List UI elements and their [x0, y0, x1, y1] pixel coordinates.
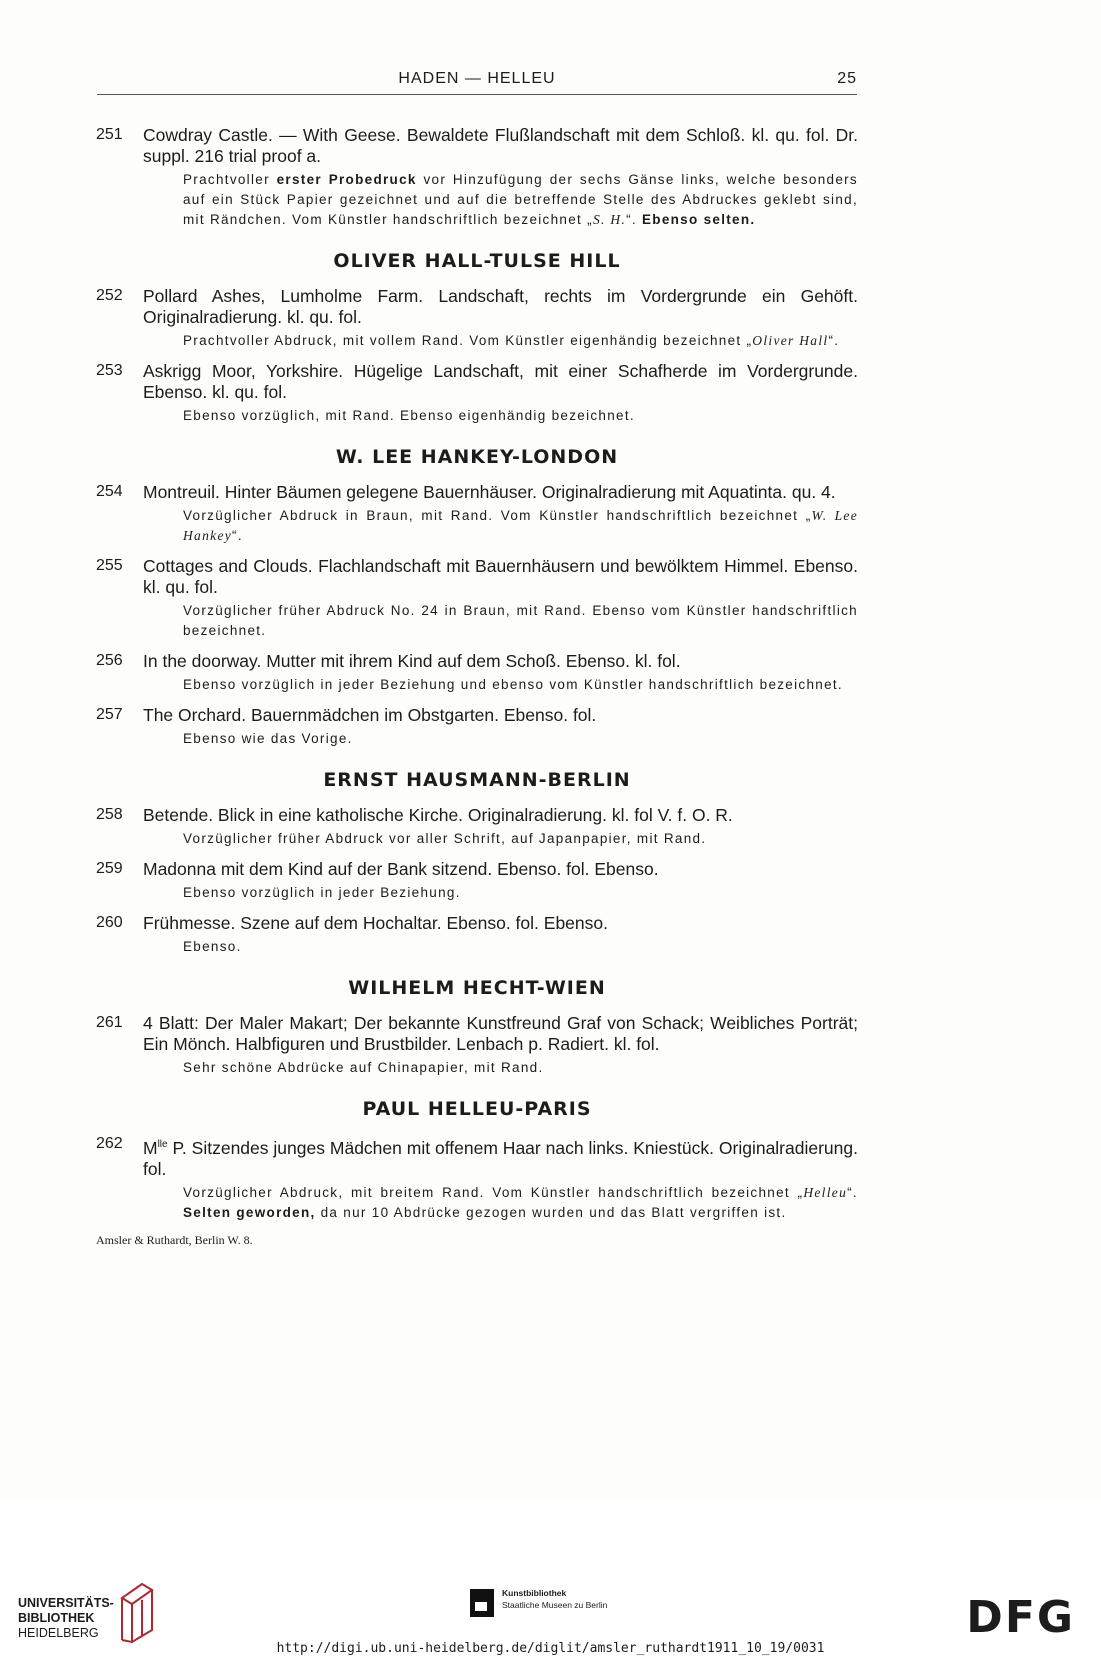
entry-number: 254	[96, 483, 123, 500]
entry-number: 256	[96, 652, 123, 669]
entry-260	[96, 913, 858, 957]
section-heading: ERNST HAUSMANN-BERLIN	[323, 769, 631, 791]
entry-note: Ebenso vorzüglich in jeder Beziehung.	[183, 885, 461, 900]
entry-256	[96, 651, 858, 695]
entry-title: Betende. Blick in eine katholische Kirche. Originalradierung. kl. fol V. f. O. R.	[143, 805, 733, 825]
entry-title: Askrigg Moor, Yorkshire. Hügelige Landschaft, mit einer Schafherde im Vordergrunde. Ebenso. kl. qu. fol.	[143, 361, 858, 402]
entry-note: Ebenso vorzüglich, mit Rand. Ebenso eigenhändig bezeichnet.	[183, 408, 635, 423]
section-heading: W. LEE HANKEY-LONDON	[335, 446, 619, 468]
ub-heidelberg-label[interactable]: UNIVERSITÄTS- BIBLIOTHEK HEIDELBERG	[18, 1596, 114, 1640]
section-heading: OLIVER HALL-TULSE HILL	[333, 250, 621, 272]
catalogue-content	[96, 125, 858, 1248]
entry-title: Pollard Ashes, Lumholme Farm. Landschaft, rechts im Vordergrunde ein Gehöft. Originalradierung. kl. qu. fol.	[143, 286, 858, 327]
entry-number: 252	[96, 287, 123, 304]
entry-title: Cottages and Clouds. Flachlandschaft mit Bauernhäusern und bewölktem Himmel. Ebenso. kl. qu. fol.	[143, 556, 858, 597]
entry-number: 260	[96, 914, 123, 931]
entry-number: 258	[96, 806, 123, 823]
entry-note: Vorzüglicher Abdruck, mit breitem Rand. Vom Künstler handschriftlich bezeichnet „Helleu“. Selten geworden, da nur 10 Abdrücke gezogen wurden und das Blatt vergriffen ist.	[183, 1184, 858, 1220]
entry-note: Prachtvoller erster Probedruck vor Hinzufügung der sechs Gänse links, welche besonders auf ein Stück Papier gezeichnet und auf die betreffende Stelle des Abdruckes geklebt sind, mit Rändchen. Vom Künstler handschriftlich bezeichnet „S. H.“. Ebenso selten.	[183, 172, 858, 227]
entry-title: 4 Blatt: Der Maler Makart; Der bekannte Kunstfreund Graf von Schack; Weibliches Porträt; Ein Mönch. Halbfiguren und Brustbilder. Lenbach p. Radiert. kl. fol.	[143, 1013, 858, 1054]
entry-255	[96, 556, 858, 641]
entry-note: Ebenso.	[183, 939, 242, 954]
entry-254	[96, 482, 858, 546]
entry-title: Cowdray Castle. — With Geese. Bewaldete Flußlandschaft mit dem Schloß. kl. qu. fol. Dr. suppl. 216 trial proof a.	[143, 125, 858, 166]
ub-heidelberg-logo-icon[interactable]	[118, 1582, 154, 1644]
entry-title: Montreuil. Hinter Bäumen gelegene Bauernhäuser. Originalradierung mit Aquatinta. qu. 4.	[143, 482, 836, 502]
entry-number: 253	[96, 362, 123, 379]
entry-257	[96, 705, 858, 749]
entry-title: The Orchard. Bauernmädchen im Obstgarten. Ebenso. fol.	[143, 705, 597, 725]
page-number: 25	[837, 70, 857, 87]
entry-note: Ebenso wie das Vorige.	[183, 731, 353, 746]
permalink-url[interactable]: http://digi.ub.uni-heidelberg.de/diglit/amsler_ruthardt1911_10_19/0031	[276, 1641, 825, 1656]
entry-number: 251	[96, 126, 123, 143]
entry-title: $M^{lle}$ P. Sitzendes junges Mädchen mit offenem Haar nach links. Kniestück. Originalradierung. fol.	[143, 1137, 858, 1179]
entry-252	[96, 286, 858, 351]
entry-258	[96, 805, 858, 849]
printer-imprint: Amsler & Ruthardt, Berlin W. 8.	[96, 1232, 253, 1247]
entry-note: Sehr schöne Abdrücke auf Chinapapier, mit Rand.	[183, 1060, 544, 1075]
entry-title: Madonna mit dem Kind auf der Bank sitzend. Ebenso. fol. Ebenso.	[143, 859, 659, 879]
entry-number: 261	[96, 1014, 123, 1031]
entry-251	[96, 125, 858, 230]
running-head	[97, 70, 857, 95]
section-heading: PAUL HELLEU-PARIS	[362, 1098, 592, 1120]
entry-title: In the doorway. Mutter mit ihrem Kind auf dem Schoß. Ebenso. kl. fol.	[143, 651, 681, 671]
entry-259	[96, 859, 858, 903]
running-title: HADEN — HELLEU	[398, 70, 556, 87]
entry-note: Vorzüglicher früher Abdruck No. 24 in Braun, mit Rand. Ebenso vom Künstler handschriftlich bezeichnet.	[183, 603, 858, 638]
entry-number: 262	[96, 1135, 123, 1152]
entry-title: Frühmesse. Szene auf dem Hochaltar. Ebenso. fol. Ebenso.	[143, 913, 608, 933]
entry-note: Vorzüglicher früher Abdruck vor aller Schrift, auf Japanpapier, mit Rand.	[183, 831, 707, 846]
entry-note: Prachtvoller Abdruck, mit vollem Rand. Vom Künstler eigenhändig bezeichnet „Oliver Hall“.	[183, 333, 840, 348]
entry-number: 255	[96, 557, 123, 574]
entry-262	[96, 1134, 858, 1223]
entry-number: 259	[96, 860, 123, 877]
section-heading: WILHELM HECHT-WIEN	[348, 977, 606, 999]
dfg-logo[interactable]: DFG	[966, 1592, 1075, 1643]
kunstbibliothek-icon	[470, 1589, 494, 1617]
entry-261	[96, 1013, 858, 1078]
entry-note: Ebenso vorzüglich in jeder Beziehung und ebenso vom Künstler handschriftlich bezeichnet.	[183, 677, 843, 692]
digitization-footer	[0, 1500, 1101, 1659]
entry-note: Vorzüglicher Abdruck in Braun, mit Rand. Vom Künstler handschriftlich bezeichnet „W. Lee Hankey“.	[183, 508, 858, 543]
entry-253	[96, 361, 858, 426]
entry-number: 257	[96, 706, 123, 723]
